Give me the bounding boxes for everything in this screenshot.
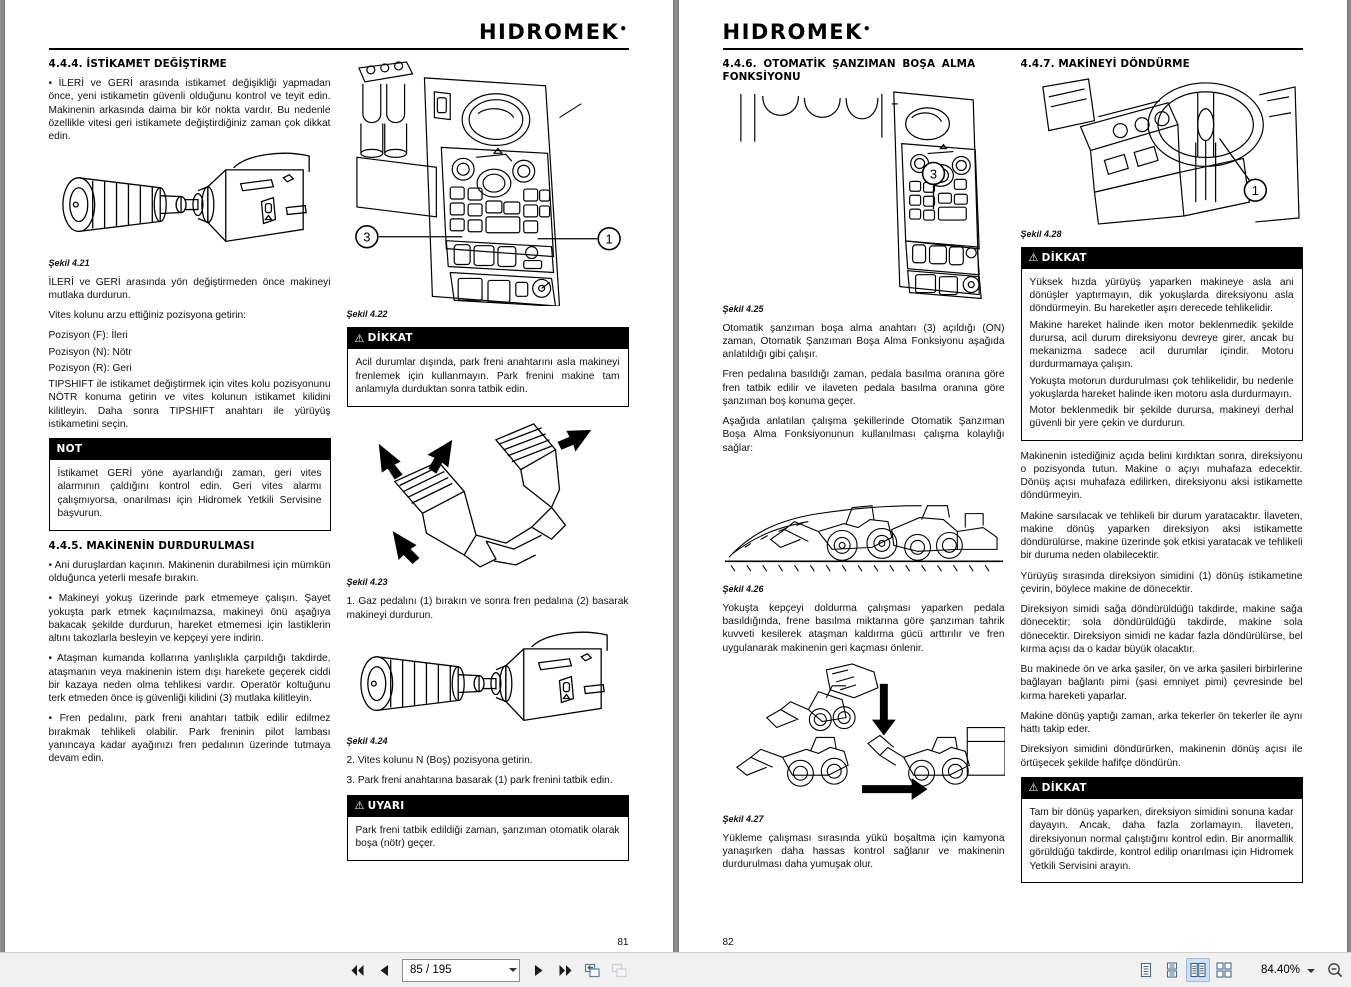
paragraph-slope-bucket-fill: Yokuşta kepçeyi doldurma çalışması yaparken pedala basıldığında, frene basılma miktarına göre şanzıman tahrik kuvveti kesilerek ataşman kaldırma gücü arttırılır ve fren uygulanarak makinenin geri kaçması önlenir. [722, 602, 1005, 654]
callout-3-label: 3 [929, 166, 937, 182]
next-view-button[interactable] [607, 958, 631, 982]
note-box-title [50, 439, 330, 460]
paragraph-gentle-turn: Direksiyon simidini döndürürken, makinenin dönüş açısı ile örtüşecek şekilde hafifçe döndürün. [1020, 744, 1303, 769]
toolbar-view-group [1134, 958, 1347, 982]
page-header-right [723, 14, 1303, 50]
document-page-left[interactable] [5, 0, 673, 952]
caution-box-1 [347, 327, 629, 406]
paragraph-turn-direction: Yürüyüş sırasında direksiyon simidini (1) dönüş istikametine çevirin, böylece makine de dönecektir. [1020, 570, 1303, 595]
caution-paragraph-1: Yüksek hızda yürüyüş yaparken makineye asla ani dönüşler yaptırmayın, dik yokuşlarda direksiyonu asla döndürmeyin. Bu hareketler aşırı derecede tehlikelidir. [1029, 276, 1294, 315]
paragraph-hold-steering: Makinenin istediğiniz açıda belini kırdıktan sonra, direksiyonu o pozisyonda tutun. Makine o açıyı muhafaza edecektir. Dönüş açısı muhafaza edilirken, direksiyonu aksi istikamette döndürmeyin. [1020, 450, 1303, 502]
figure-caption-4-21: Şekil 4.21 [48, 257, 90, 268]
figure-4-25-console [723, 90, 1005, 301]
figure-4-22-console [347, 58, 629, 306]
paragraph-attachment-lever: • Ataşman kumanda kollarına yanlışlıkla çarpıldığı takdirde, ataşmanın veya makinenin istem dışı harekete geçerek ciddi bir kazaya neden olma tehlikesi vardır. Operatör koltuğunu terk etmeden önce iş güvenliği kilidini (3) mutlaka kilitleyin. [48, 653, 331, 705]
paragraph-brake-pedal: • Fren pedalını, park freni anahtarı tatbik edilir edilmez bırakmak tehlikeli olabilir. Park freninin pilot lambası yanıncaya kadar ayağınızı fren pedalının üzerinde tutmaya devam edin. [48, 713, 331, 765]
figure-caption-4-27: Şekil 4.27 [722, 813, 764, 824]
heading-4-4-6: 4.4.6. OTOMATİK ŞANZIMAN BOŞA ALMA FONKSİYONU [722, 58, 976, 83]
right-page-column-1 [723, 58, 1005, 922]
paragraph-stop-step-2: 2. Vites kolunu N (Boş) pozisyona getirin. [346, 755, 533, 767]
document-page-right[interactable] [679, 0, 1347, 952]
paragraph-direction-stop: İLERİ ve GERİ arasında yön değiştirmeden önce makineyi mutlaka durdurun. [48, 276, 331, 301]
paragraph-truck-approach: Yükleme çalışması sırasında yükü boşaltma için kamyona yanaşırken daha hassas kontrol sağlanır ve makinenin durdurulması daha yumuşak olur. [722, 832, 1005, 871]
paragraph-sudden-stop: • Ani duruşlardan kaçının. Makinenin durabilmesi için mümkün olduğunca yeterli mesafe bırakın. [48, 559, 331, 585]
caution-box-2 [1021, 247, 1303, 441]
caution-label: DİKKAT [367, 332, 413, 345]
callout-3-label: 3 [362, 229, 370, 245]
paragraph-stop-step-1: 1. Gaz pedalını (1) bırakın ve sonra fren pedalına (2) basarak makineyi durdurun. [346, 596, 629, 621]
figure-4-26-loader-on-slope [723, 462, 1005, 581]
heading-4-4-4: 4.4.4. İSTİKAMET DEĞİŞTİRME [48, 58, 227, 70]
page-header-left [49, 14, 629, 50]
note-box-body: İstikamet GERİ yöne ayarlandığı zaman, geri vites alarmının çaldığını kontrol edin. Geri vites alarmı çalışmıyorsa, onarılması için Hidromek Yetkili Servisine başvurun. [57, 468, 322, 520]
heading-4-4-5: 4.4.5. MAKİNENİN DURDURULMASI [48, 539, 255, 552]
caution-box-1-body: Acil durumlar dışında, park freni anahtarını asla makineyi frenlemek için kullanmayın. Park frenini makine tam anlamıyla durduktan sonra tatbik edin. [355, 357, 620, 396]
caution-box-3-body: Tam bir dönüş yaparken, direksiyon simidini sonuna kadar dayayın. Ancak, daha fazla zorlamayın. İlaveten, direksiyonun normal çalıştığını kontrol edin. Bir anormallik görüldüğü takdirde, kontrol edilip onarılması için Hidromek Yetkili Servisini arayın. [1029, 806, 1294, 872]
warning-label: UYARI [367, 799, 405, 812]
paragraph-auto-neutral-on: Otomatik şanzıman boşa alma anahtarı (3) açıldığı (ON) zaman, Otomatik Şanzıman Boşa Alma Fonksiyonu aşağıda anlatıldığı gibi çalışır. [722, 322, 1005, 360]
figure-caption-4-24: Şekil 4.24 [346, 736, 388, 747]
paragraph-working-modes: Aşağıda anlatılan çalışma şekillerinde Otomatik Şanzıman Boşa Alma Fonksiyonunun kullanılması çalışma kolaylığı sağlar: [722, 416, 1005, 454]
caution-box-3-title [1022, 778, 1302, 799]
previous-page-button[interactable] [372, 958, 396, 982]
callout-1-label: 1 [605, 231, 613, 247]
next-page-button[interactable] [526, 958, 550, 982]
figure-caption-4-23: Şekil 4.23 [346, 577, 388, 588]
paragraph-rear-wheels: Makine dönüş yaptığı zaman, arka tekerler ön tekerler ile aynı hattı takip eder. [1020, 710, 1303, 736]
last-page-button[interactable] [553, 958, 577, 982]
warning-triangle-icon: ⚠ [1028, 781, 1039, 795]
two-page-view-button[interactable] [1186, 958, 1210, 982]
figure-4-21-gear-lever [49, 150, 331, 254]
page-number-right: 82 [722, 937, 734, 948]
paragraph-brake-pedal-ratio: Fren pedalına basıldığı zaman, pedala basılma oranına göre fren tatbik edilir ve ilaveten pedala basılma oranına göre şanzıman boş konuma geçer. [722, 369, 1005, 407]
hidromek-logo: HIDROMEK• [478, 20, 629, 44]
toolbar-navigation-group [345, 958, 631, 982]
caution-paragraph-2: Makine hareket halinde iken motor beklenmedik şekilde durursa, acil durum direksiyonu devreye girer, ancak bu mekanizma sadece acil durumlar içindir. Motoru durdurmamaya çalışın. [1029, 319, 1294, 371]
paragraph-articulation-angle: Direksiyon simidi sağa döndürüldüğü takdirde, makine sağa dönecektir; sola döndürüldüğü takdirde, makine sola dönecektir. Direksiyon simidi ne kadar fazla döndürülürse, bel kırma açısı da o kadar büyük olacaktır. [1020, 604, 1303, 655]
page-number-left: 81 [617, 937, 629, 948]
note-box [49, 438, 331, 531]
figure-4-24-gear-lever [347, 629, 629, 733]
warning-box-title [348, 796, 628, 817]
callout-1-label: 1 [1251, 183, 1259, 199]
figure-caption-4-28: Şekil 4.28 [1020, 228, 1062, 239]
two-page-scroll-view-button[interactable] [1212, 958, 1236, 982]
single-page-view-button[interactable] [1134, 958, 1158, 982]
caution-box-2-body [1022, 269, 1302, 440]
figure-4-28-steering-wheel [1021, 77, 1303, 226]
paragraph-slope-park: • Makineyi yokuş üzerinde park etmemeye çalışın. Şayet yokuşta park etmek kaçınılmazsa, makineyi önü aşağıya bakacak şekilde durdurun, hareket etmemesi için lastiklerin altını takozlarla besleyin ve kepçeyi yere indirin. [48, 593, 331, 645]
continuous-scroll-view-button[interactable] [1160, 958, 1184, 982]
caution-label: DİKKAT [1041, 251, 1087, 264]
warning-triangle-icon: ⚠ [1028, 251, 1039, 265]
caution-box-1-title [348, 328, 628, 349]
warning-box-body: Park freni tatbik edildiği zaman, şanzıman otomatik olarak boşa (nötr) geçer. [355, 824, 620, 850]
caution-box-2-title [1022, 248, 1302, 269]
paragraph-position-f: Pozisyon (F): İleri [48, 330, 128, 342]
hidromek-logo: HIDROMEK• [722, 20, 873, 44]
warning-triangle-icon: ⚠ [354, 799, 365, 813]
left-page-column-1 [49, 58, 331, 922]
paragraph-tipshift: TIPSHIFT ile istikamet değiştirmek için vites kolu pozisyonunu NÖTR konuma getirin ve vites kolunun istikamet kilidini kilitleyin. Daha sonra TIPSHIFT anahtarı ile yürüyüş istikametini seçin. [48, 379, 331, 430]
figure-caption-4-26: Şekil 4.26 [722, 583, 764, 594]
figure-caption-4-22: Şekil 4.22 [346, 309, 388, 320]
paragraph-position-r: Pozisyon (R): Geri [48, 362, 132, 374]
paragraph-position-n: Pozisyon (N): Nötr [48, 346, 132, 358]
page-number-input[interactable] [402, 959, 520, 982]
figure-4-27-truck-loading [723, 662, 1005, 811]
paragraph-lever-position: Vites kolunu arzu ettiğiniz pozisyona getirin: [48, 310, 246, 321]
caution-paragraph-3: Yokuşta motorun durdurulması çok tehlikelidir, bu nedenle yokuşlarda hareket halinde iken motoru asla durdurmayın. [1029, 375, 1294, 400]
left-page-column-2 [347, 58, 629, 922]
paragraph-chassis-pin: Bu makinede ön ve arka şasiler, ön ve arka şasileri birbirlerine bağlayan bağlantı pimi (şasi emniyet pimi) çevresinde bel kırma hareketi yaparlar. [1020, 664, 1303, 702]
first-page-button[interactable] [345, 958, 369, 982]
zoom-out-button[interactable] [1323, 958, 1347, 982]
figure-4-23-pedals [347, 416, 629, 575]
warning-triangle-icon: ⚠ [354, 331, 365, 345]
figure-caption-4-25: Şekil 4.25 [722, 303, 764, 314]
caution-box-3 [1021, 777, 1303, 883]
paragraph-shock-danger: Makine sarsılacak ve tehlikeli bir durum yaratacaktır. İlaveten, makine dönüş yaparken direksiyon aksi istikamette döndürülürse, makine üzerinde şok etkisi yaratacak ve tehlikeli bir duruma neden olabilecektir. [1020, 510, 1303, 562]
zoom-chevron-down-icon[interactable] [1307, 969, 1315, 973]
paragraph-4-4-4-intro: • İLERİ ve GERİ arasında istikamet değişikliği yapmadan önce, yeni istikametin güvenli olduğunu kontrol ve teyit edin. Makinenin arkasında daima bir kör nokta vardır. Bu nedenle özellikle vitesi geri istikamete değiştirdiğiniz zaman çok dikkat edin. [48, 78, 331, 142]
heading-4-4-7: 4.4.7. MAKİNEYİ DÖNDÜRME [1020, 58, 1190, 70]
warning-box [347, 795, 629, 861]
pdf-viewer-toolbar [0, 952, 1351, 987]
caution-paragraph-4: Motor beklenmedik bir şekilde durursa, makineyi derhal güvenli bir yere çekin ve durdurun. [1029, 405, 1294, 430]
page-number-field-wrap [399, 959, 523, 982]
callout-marker-1 [1219, 139, 1266, 202]
zoom-level-label: 84.40% [1260, 964, 1300, 976]
note-label: NOT [56, 443, 83, 455]
right-page-column-2 [1021, 58, 1303, 922]
caution-label: DİKKAT [1041, 781, 1087, 794]
previous-view-button[interactable] [580, 958, 604, 982]
paragraph-stop-step-3: 3. Park freni anahtarına basarak (1) park frenini tatbik edin. [346, 775, 613, 787]
